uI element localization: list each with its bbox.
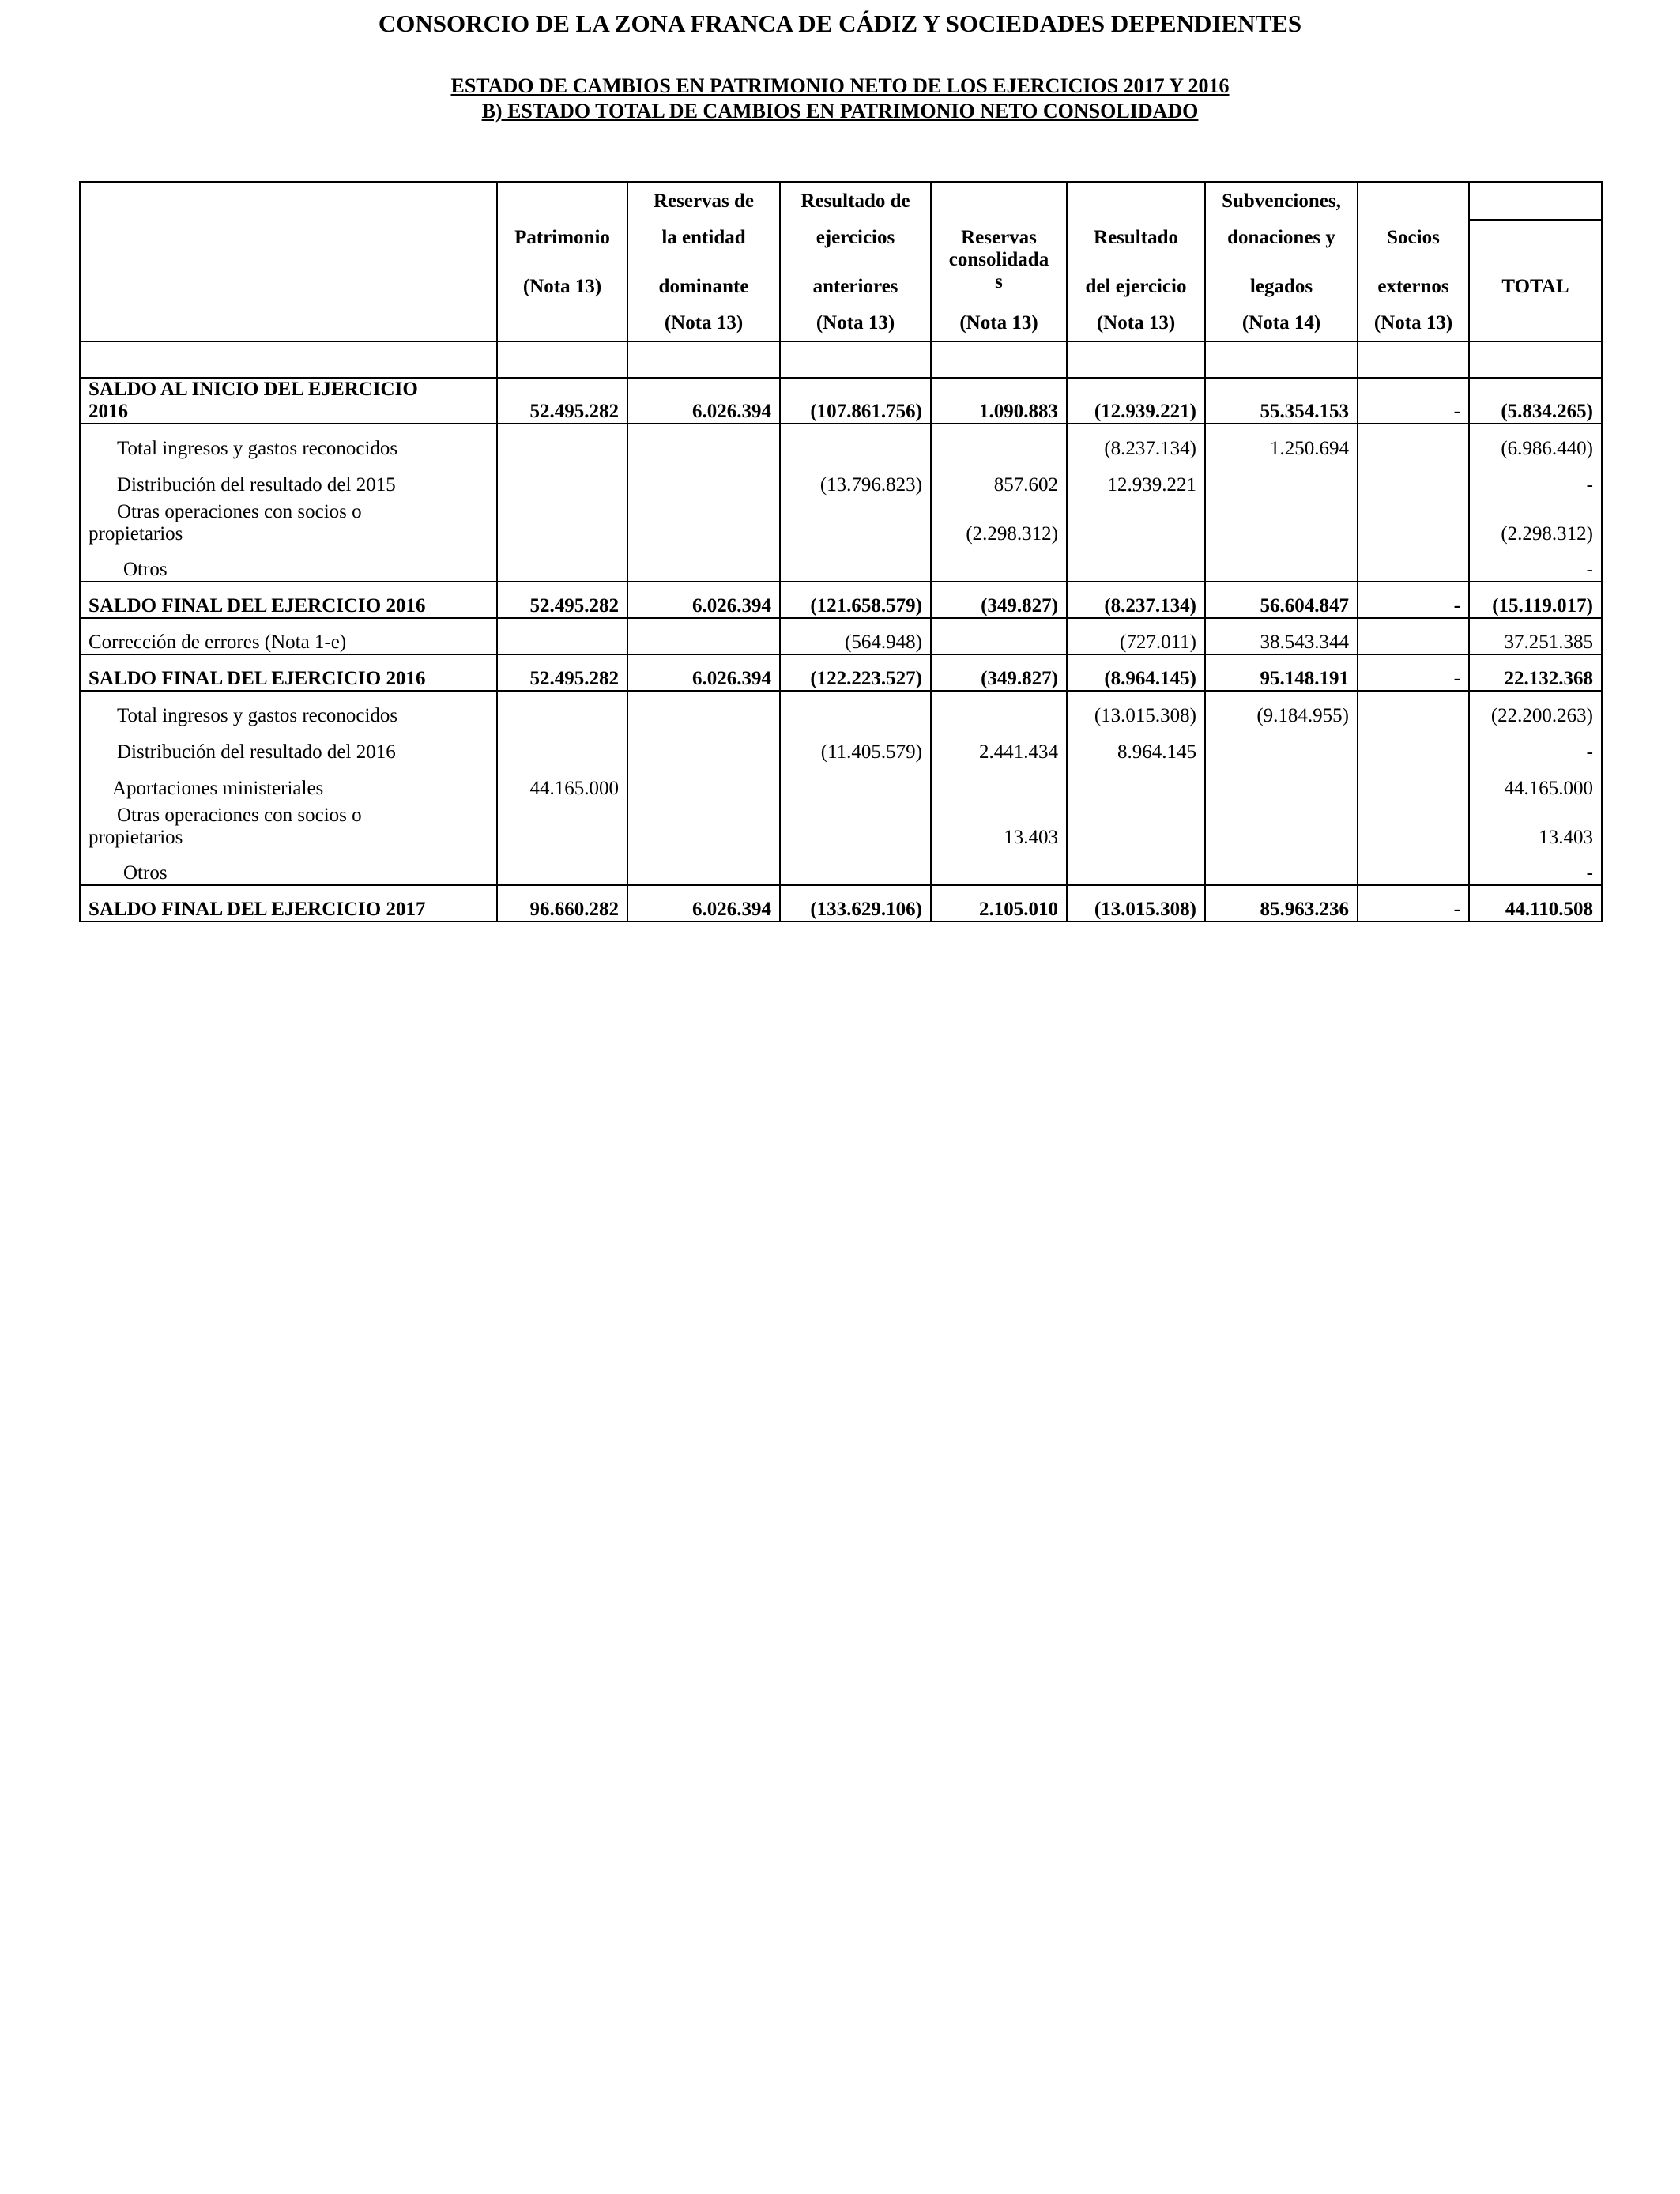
value-cell [627,691,780,727]
spacer-row [80,341,1602,378]
value-cell: 96.660.282 [497,885,627,922]
value-cell: - [1358,582,1469,618]
header-col-subvenciones: Subvenciones, donaciones y legados (Nota 14) [1205,182,1358,341]
value-cell [931,691,1067,727]
table-row [80,800,1602,849]
value-cell: 13.403 [931,800,1067,849]
row-label: Total ingresos y gastos reconocidos [80,691,497,727]
value-cell [1358,763,1469,800]
table-row [80,763,1602,800]
value-cell [780,545,931,582]
value-cell [1205,727,1358,763]
value-cell: - [1469,545,1602,582]
header-col-reservas-consolidadas: Reservas consolidada s (Nota 13) [931,182,1067,341]
value-cell: (8.237.134) [1067,582,1205,618]
value-cell [931,618,1067,654]
value-cell: 12.939.221 [1067,460,1205,496]
value-cell: (12.939.221) [1067,378,1205,424]
row-label: Distribución del resultado del 2015 [80,460,497,496]
value-cell: 6.026.394 [627,885,780,922]
value-cell: - [1469,460,1602,496]
header-row [80,182,1602,341]
value-cell: (13.015.308) [1067,885,1205,922]
value-cell: (5.834.265) [1469,378,1602,424]
value-cell: - [1469,849,1602,885]
value-cell: - [1469,727,1602,763]
table-row [80,654,1602,691]
value-cell [627,727,780,763]
value-cell: (107.861.756) [780,378,931,424]
table-row [80,460,1602,496]
value-cell: (727.011) [1067,618,1205,654]
value-cell: 44.165.000 [497,763,627,800]
value-cell [780,424,931,460]
value-cell: 2.441.434 [931,727,1067,763]
value-cell: 1.250.694 [1205,424,1358,460]
row-label: SALDO FINAL DEL EJERCICIO 2016 [80,582,497,618]
value-cell [1205,460,1358,496]
row-label: Total ingresos y gastos reconocidos [80,424,497,460]
value-cell: (2.298.312) [1469,496,1602,545]
row-label: SALDO FINAL DEL EJERCICIO 2016 [80,654,497,691]
value-cell: (349.827) [931,582,1067,618]
value-cell [627,763,780,800]
value-cell [627,496,780,545]
value-cell [1067,800,1205,849]
header-label-cell [80,182,497,341]
header-col-patrimonio: Patrimonio (Nota 13) [497,182,627,341]
value-cell [497,545,627,582]
value-cell: (6.986.440) [1469,424,1602,460]
row-label: SALDO FINAL DEL EJERCICIO 2017 [80,885,497,922]
value-cell [780,849,931,885]
value-cell [931,849,1067,885]
value-cell [497,618,627,654]
value-cell [1358,618,1469,654]
value-cell [627,800,780,849]
table-row [80,424,1602,460]
value-cell: 22.132.368 [1469,654,1602,691]
table-row [80,849,1602,885]
value-cell [1358,460,1469,496]
table-row [80,691,1602,727]
row-label: Otras operaciones con socios o propietarios [80,800,497,849]
value-cell: (121.658.579) [780,582,931,618]
row-label: Distribución del resultado del 2016 [80,727,497,763]
value-cell: - [1358,885,1469,922]
value-cell: (22.200.263) [1469,691,1602,727]
value-cell [497,849,627,885]
value-cell [497,691,627,727]
value-cell [1205,849,1358,885]
value-cell: 6.026.394 [627,378,780,424]
value-cell: 38.543.344 [1205,618,1358,654]
value-cell [627,460,780,496]
value-cell: (2.298.312) [931,496,1067,545]
table-row [80,618,1602,654]
value-cell: 8.964.145 [1067,727,1205,763]
header-col-resultado-ejercicio: Resultado del ejercicio (Nota 13) [1067,182,1205,341]
value-cell [1067,763,1205,800]
value-cell: - [1358,654,1469,691]
table-row [80,885,1602,922]
value-cell: (9.184.955) [1205,691,1358,727]
row-label: Aportaciones ministeriales [80,763,497,800]
value-cell [931,763,1067,800]
value-cell: 6.026.394 [627,654,780,691]
value-cell: 95.148.191 [1205,654,1358,691]
value-cell: 52.495.282 [497,654,627,691]
value-cell [1205,800,1358,849]
value-cell [1358,800,1469,849]
table-row [80,582,1602,618]
value-cell [931,545,1067,582]
document-title: CONSORCIO DE LA ZONA FRANCA DE CÁDIZ Y SOCIEDADES DEPENDIENTES [378,9,1302,37]
value-cell [627,424,780,460]
value-cell [780,691,931,727]
row-label: SALDO AL INICIO DEL EJERCICIO 2016 [80,378,497,424]
value-cell: 85.963.236 [1205,885,1358,922]
value-cell [497,727,627,763]
value-cell: (15.119.017) [1469,582,1602,618]
value-cell: 44.165.000 [1469,763,1602,800]
equity-changes-table [79,181,1603,922]
value-cell: 44.110.508 [1469,885,1602,922]
row-label: Corrección de errores (Nota 1-e) [80,618,497,654]
table-row [80,496,1602,545]
value-cell: (11.405.579) [780,727,931,763]
value-cell [1358,691,1469,727]
value-cell [497,460,627,496]
value-cell: 6.026.394 [627,582,780,618]
value-cell [497,496,627,545]
value-cell [1067,849,1205,885]
value-cell: (13.015.308) [1067,691,1205,727]
value-cell: (564.948) [780,618,931,654]
value-cell [780,496,931,545]
statement-title: ESTADO DE CAMBIOS EN PATRIMONIO NETO DE LOS EJERCICIOS 2017 Y 2016 [450,74,1230,97]
row-label: Otros [80,545,497,582]
value-cell: (13.796.823) [780,460,931,496]
value-cell [1205,763,1358,800]
row-label: Otras operaciones con socios o propietarios [80,496,497,545]
value-cell: (133.629.106) [780,885,931,922]
value-cell: 52.495.282 [497,582,627,618]
value-cell [1358,424,1469,460]
value-cell: (122.223.527) [780,654,931,691]
value-cell: - [1358,378,1469,424]
value-cell [1358,496,1469,545]
header-col-socios-externos: Socios externos (Nota 13) [1358,182,1469,341]
value-cell [1067,496,1205,545]
value-cell [627,545,780,582]
value-cell: (349.827) [931,654,1067,691]
value-cell [1358,727,1469,763]
value-cell: (8.237.134) [1067,424,1205,460]
value-cell [627,618,780,654]
table-row [80,727,1602,763]
value-cell: 56.604.847 [1205,582,1358,618]
value-cell: 52.495.282 [497,378,627,424]
header-col-total: TOTAL [1469,182,1602,341]
table-row [80,545,1602,582]
value-cell [1067,545,1205,582]
value-cell [780,800,931,849]
value-cell [780,763,931,800]
value-cell: 1.090.883 [931,378,1067,424]
value-cell: 2.105.010 [931,885,1067,922]
value-cell [497,800,627,849]
value-cell: 13.403 [1469,800,1602,849]
value-cell [627,849,780,885]
value-cell [1205,496,1358,545]
value-cell: 37.251.385 [1469,618,1602,654]
table-row [80,378,1602,424]
value-cell: 857.602 [931,460,1067,496]
value-cell [1358,545,1469,582]
value-cell [497,424,627,460]
statement-subtitle: B) ESTADO TOTAL DE CAMBIOS EN PATRIMONIO NETO CONSOLIDADO [481,100,1199,123]
value-cell [1358,849,1469,885]
value-cell [931,424,1067,460]
row-label: Otros [80,849,497,885]
value-cell: (8.964.145) [1067,654,1205,691]
header-col-reservas-entidad: Reservas de la entidad dominante (Nota 13) [627,182,780,341]
header-col-resultado-anteriores: Resultado de ejercicios anteriores (Nota 13) [780,182,931,341]
value-cell [1205,545,1358,582]
value-cell: 55.354.153 [1205,378,1358,424]
